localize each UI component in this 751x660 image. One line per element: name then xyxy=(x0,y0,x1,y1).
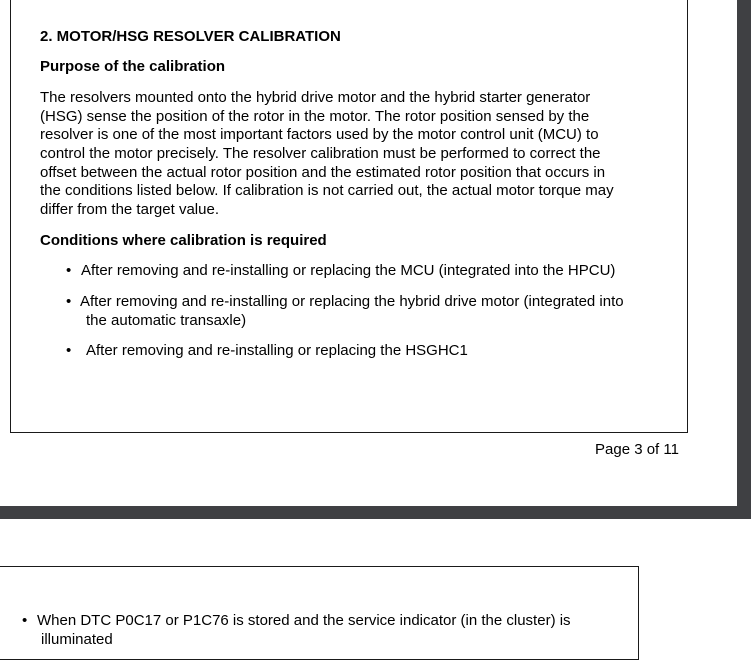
bullet-icon: • xyxy=(22,612,28,629)
list-item-line: After removing and re-installing or replacing the HSGHC1 xyxy=(86,342,468,359)
paragraph-line: the conditions listed below. If calibration is not carried out, the actual motor torque may xyxy=(40,182,614,200)
paragraph-line: control the motor precisely. The resolver calibration must be performed to correct the xyxy=(40,145,601,163)
list-item-line: illuminated xyxy=(41,630,113,648)
page-number: Page 3 of 11 xyxy=(595,441,679,458)
paragraph-line: differ from the target value. xyxy=(40,201,219,219)
conditions-subheading: Conditions where calibration is required xyxy=(40,232,327,249)
purpose-subheading: Purpose of the calibration xyxy=(40,58,226,75)
list-item-line: the automatic transaxle) xyxy=(86,311,247,329)
paragraph-line: resolver is one of the most important factors used by the motor control unit (MCU) to xyxy=(40,126,599,144)
list-item-line: After removing and re-installing or replacing the hybrid drive motor (integrated into xyxy=(80,293,624,310)
bullet-icon: • xyxy=(66,262,72,279)
condition-list-item xyxy=(86,342,468,361)
section-heading: 2. MOTOR/HSG RESOLVER CALIBRATION xyxy=(40,28,341,45)
bullet-icon: • xyxy=(66,342,72,359)
viewer-background xyxy=(737,0,751,506)
paragraph-line: offset between the actual rotor position and the estimated rotor position that occurs in xyxy=(40,163,606,181)
condition-list-item xyxy=(80,293,624,330)
page-separator xyxy=(0,506,751,519)
list-item-line: After removing and re-installing or replacing the MCU (integrated into the HPCU) xyxy=(81,262,616,279)
list-item-line: When DTC P0C17 or P1C76 is stored and the service indicator (in the cluster) is xyxy=(37,612,571,629)
bullet-icon: • xyxy=(66,293,72,310)
purpose-paragraph xyxy=(40,89,614,220)
condition-list-item xyxy=(37,612,571,649)
paragraph-line: (HSG) sense the position of the rotor in the motor. The rotor position sensed by the xyxy=(40,107,590,125)
condition-list-item xyxy=(81,262,615,281)
paragraph-line: The resolvers mounted onto the hybrid drive motor and the hybrid starter generator xyxy=(40,89,591,106)
